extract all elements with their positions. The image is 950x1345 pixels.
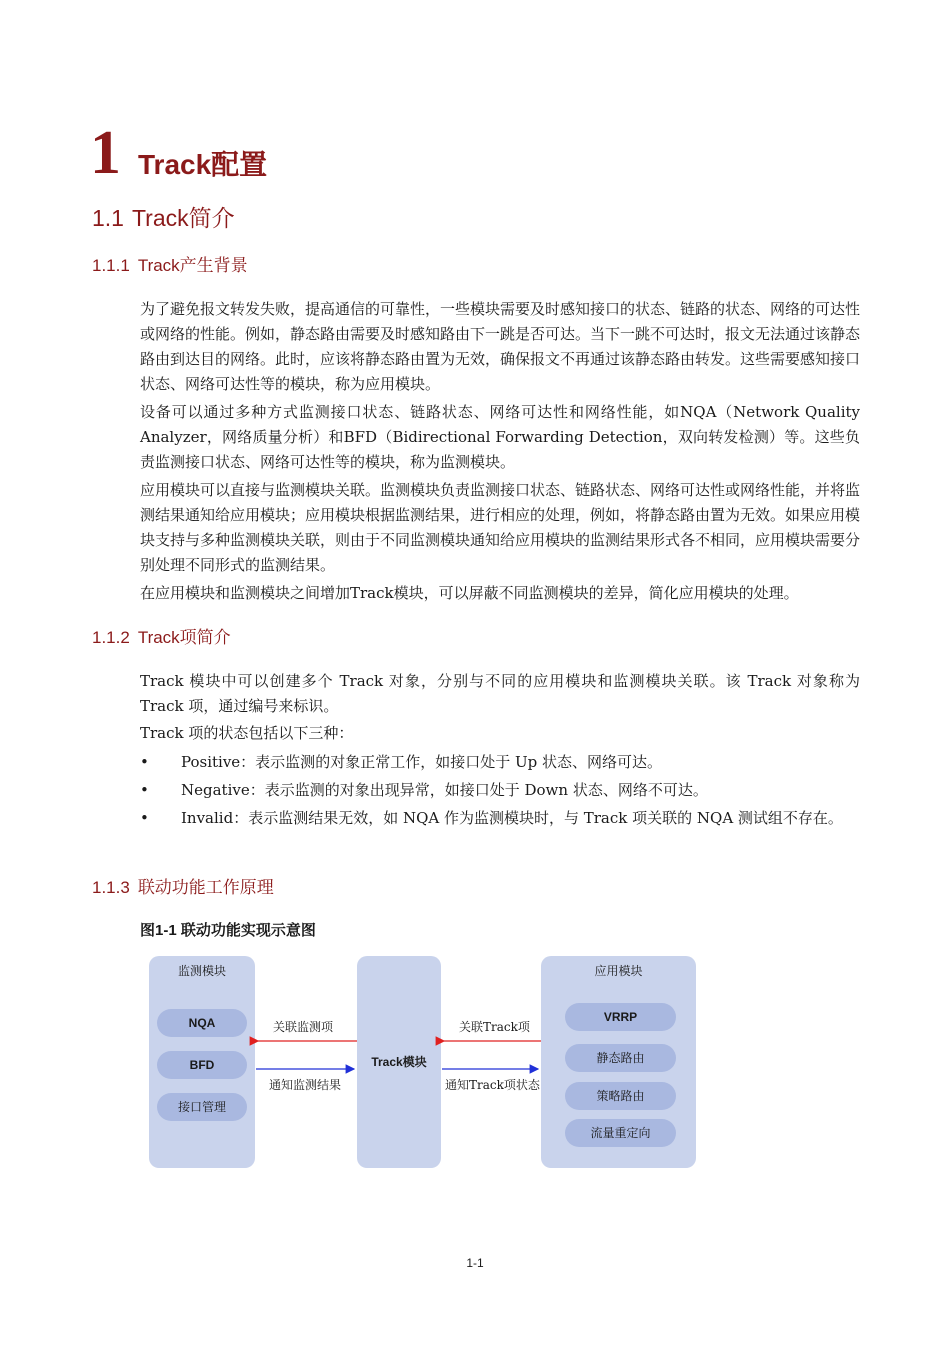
figure-caption: 图1-1 联动功能实现示意图 xyxy=(140,922,316,939)
list-item: • Negative：表示监测的对象出现异常，如接口处于 Down 状态、网络不可达。 xyxy=(140,778,860,803)
paragraph: 应用模块可以直接与监测模块关联。监测模块负责监测接口状态、链路状态、网络可达性或网络性能，并将监测结果通知给应用模块；应用模块根据监测结果，进行相应的处理，例如，将静态路由置为无效。如果应用模块支持与多种监测模块关联，则由于不同监测模块通知给应用模块的监测结果形式各不相同，应用模块需要分别处理不同形式的监测结果。 xyxy=(140,481,861,574)
label-assoc-monitor: 关联监测项 xyxy=(273,1020,334,1034)
paragraph: Track 项的状态包括以下三种： xyxy=(140,724,354,742)
label-notify-track: 通知Track项状态 xyxy=(445,1078,540,1092)
bfd-pill: BFD xyxy=(157,1051,247,1079)
paragraph: 为了避免报文转发失败，提高通信的可靠性，一些模块需要及时感知接口的状态、链路的状态、网络的可达性或网络的性能。例如，静态路由需要及时感知路由下一跳是否可达。当下一跳不可达时，报文无法通过该静态路由到达目的网络。此时，应该将静态路由置为无效，确保报文不再通过该静态路由转发。这些需要感知接口状态、网络可达性等的模块，称为应用模块。 xyxy=(140,300,861,393)
list-item: • Positive：表示监测的对象正常工作，如接口处于 Up 状态、网络可达。 xyxy=(140,750,860,775)
chapter-title: Track配置 xyxy=(138,149,268,180)
section-title: Track简介 xyxy=(131,205,235,231)
subsection-number: 1.1.2 xyxy=(92,628,130,647)
nqa-pill: NQA xyxy=(157,1009,247,1037)
label-assoc-track: 关联Track项 xyxy=(459,1020,530,1034)
vrrp-pill: VRRP xyxy=(565,1003,676,1031)
track-module-title: Track模块 xyxy=(371,1055,427,1069)
app-module-title: 应用模块 xyxy=(594,964,643,978)
subsection-number: 1.1.1 xyxy=(92,256,130,275)
label-notify-result: 通知监测结果 xyxy=(269,1078,342,1092)
bullet-icon: • xyxy=(140,781,149,799)
interface-mgmt-pill: 接口管理 xyxy=(157,1093,247,1121)
paragraph: 在应用模块和监测模块之间增加Track模块，可以屏蔽不同监测模块的差异，简化应用模块的处理。 xyxy=(140,584,799,602)
static-route-pill: 静态路由 xyxy=(565,1044,676,1072)
subsection-title: Track项简介 xyxy=(137,628,231,647)
bullet-icon: • xyxy=(140,753,149,771)
bullet-icon: • xyxy=(140,809,149,827)
subsection-title: 联动功能工作原理 xyxy=(137,878,274,897)
list-item: • Invalid：表示监测结果无效，如 NQA 作为监测模块时，与 Track 项关联的 NQA 测试组不存在。 xyxy=(140,806,860,831)
traffic-redirect-pill: 流量重定向 xyxy=(565,1119,676,1147)
policy-route-pill: 策略路由 xyxy=(565,1082,676,1110)
subsection-number: 1.1.3 xyxy=(92,878,130,897)
paragraph: 设备可以通过多种方式监测接口状态、链路状态、网络可达性和网络性能，如NQA（Network Quality Analyzer，网络质量分析）和BFD（Bidirectional Forwarding Detection，双向转发检测）等。这些负责监测接口状态、网络可达性等的模块，称为监测模块。 xyxy=(140,403,860,471)
paragraph: Track 模块中可以创建多个 Track 对象，分别与不同的应用模块和监测模块关联。该 Track 对象称为 Track 项，通过编号来标识。 xyxy=(140,672,860,715)
subsection-title: Track产生背景 xyxy=(137,256,248,275)
section-number: 1.1 xyxy=(92,205,124,231)
monitor-module-title: 监测模块 xyxy=(177,964,226,978)
page-number: 1-1 xyxy=(466,1256,484,1270)
chapter-number: 1 xyxy=(90,119,121,187)
